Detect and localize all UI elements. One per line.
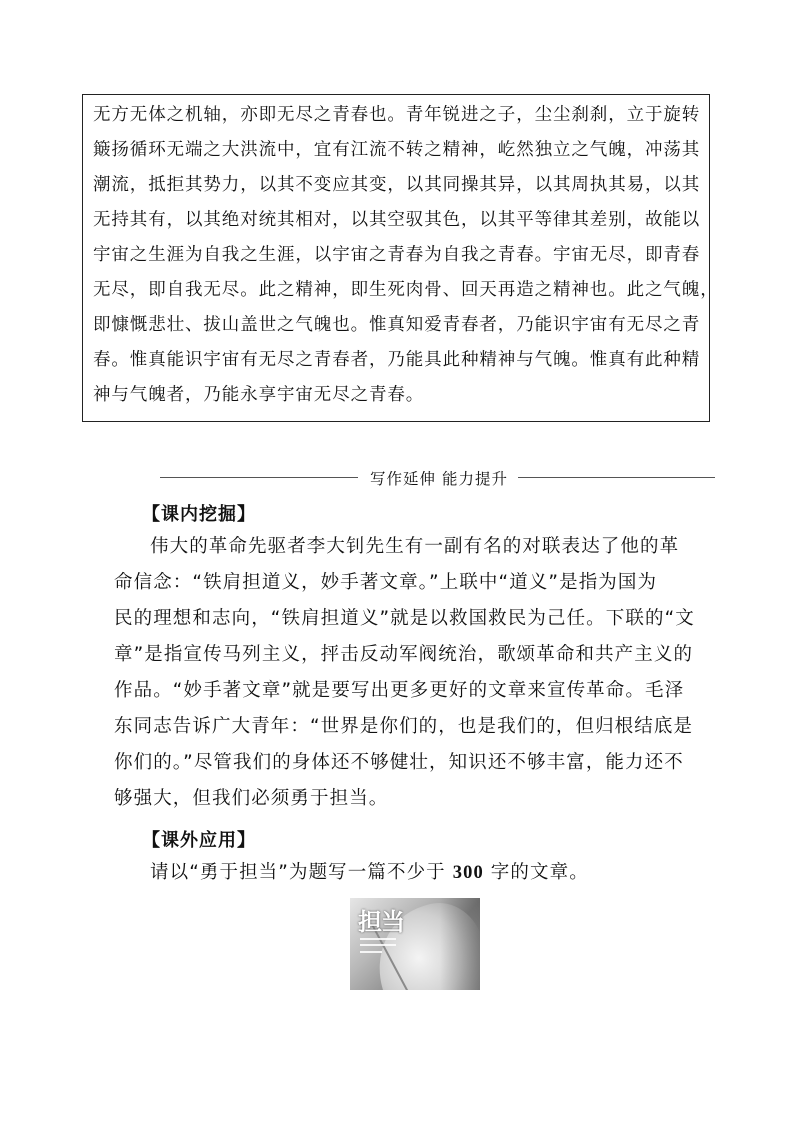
paragraph-line: 东同志告诉广大青年：“世界是你们的，也是我们的，但归根结底是: [114, 716, 694, 737]
quote-line: 春。惟真能识宇宙有无尽之青春者，乃能具此种精神与气魄。惟真有此种精: [93, 350, 701, 370]
quote-line: 无持其有，以其绝对统其相对，以其空驭其色，以其平等律其差别，故能以: [93, 210, 701, 230]
small-text-line: [360, 951, 382, 953]
word-count: 300: [452, 863, 484, 883]
paragraph-line: 伟大的革命先驱者李大钊先生有一副有名的对联表达了他的革: [150, 536, 680, 557]
paragraph-line: 你们的。”尽管我们的身体还不够健壮，知识还不够丰富，能力还不: [114, 752, 684, 773]
quote-box: [82, 94, 719, 422]
section-divider: [160, 467, 715, 487]
quote-line: 簸扬循环无端之大洪流中，宜有江流不转之精神，屹然独立之气魄，冲荡其: [93, 140, 701, 160]
quote-line: 潮流，抵拒其势力，以其不变应其变，以其同操其异，以其周执其易，以其: [93, 175, 701, 195]
quote-line: 无方无体之机轴，亦即无尽之青春也。青年锐进之子，尘尘刹刹，立于旋转: [93, 105, 701, 125]
paragraph-line: 作品。“妙手著文章”就是要写出更多更好的文章来宣传革命。毛泽: [114, 680, 685, 701]
section-title: 写作延伸 能力提升: [370, 470, 508, 488]
paragraph-line: 够强大，但我们必须勇于担当。: [114, 788, 389, 809]
prompt-text-before: 请以“勇于担当”为题写一篇不少于: [150, 862, 453, 883]
quote-line: 即慷慨悲壮、拔山盖世之气魄也。惟真知爱青春者，乃能识宇宙有无尽之青: [93, 315, 701, 335]
illustration-title: 担当: [358, 907, 404, 936]
image-shade: [440, 898, 480, 990]
quote-line: 宇宙之生涯为自我之生涯，以宇宙之青春为自我之青春。宇宙无尽，即青春: [93, 245, 701, 265]
small-text-line: [360, 944, 396, 946]
quote-line: 神与气魄者，乃能永享宇宙无尽之青春。: [93, 385, 425, 405]
small-text-line: [360, 938, 396, 940]
paragraph-line: 民的理想和志向，“铁肩担道义”就是以救国救民为己任。下联的“文: [114, 608, 695, 629]
divider-line-right: [518, 477, 715, 478]
course-outside-heading: 【课外应用】: [142, 830, 256, 851]
writing-prompt: [150, 862, 589, 884]
quote-line: 无尽，即自我无尽。此之精神，即生死肉骨、回天再造之精神也。此之气魄，: [93, 280, 719, 300]
divider-line-left: [160, 477, 358, 478]
course-inside-heading: 【课内挖掘】: [142, 504, 256, 525]
paragraph-line: 命信念：“铁肩担道义，妙手著文章。”上联中“道义”是指为国为: [114, 572, 658, 593]
illustration-image: [350, 898, 480, 990]
prompt-text-after: 字的文章。: [483, 862, 589, 883]
paragraph-line: 章”是指宣传马列主义，抨击反动军阀统治，歌颂革命和共产主义的: [114, 644, 694, 665]
